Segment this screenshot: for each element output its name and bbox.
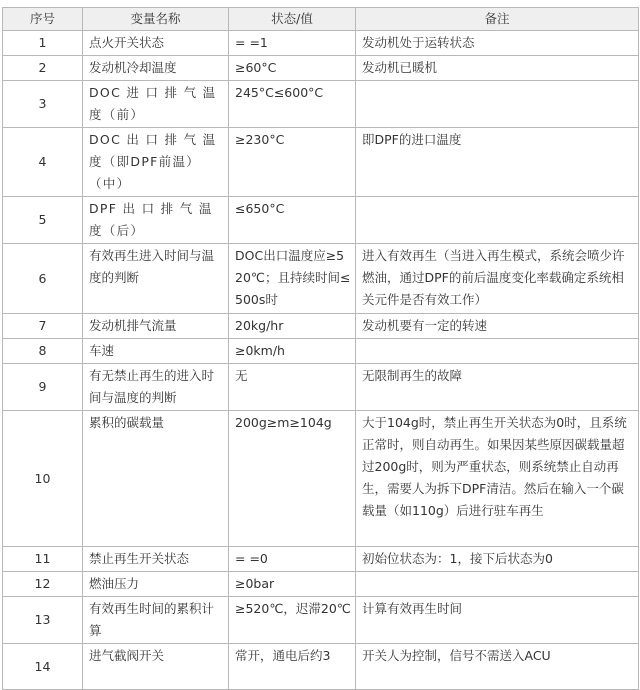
header-index: 序号 [3,8,83,31]
row-value: = =0 [229,547,356,572]
row-variable: 有效再生时间的累积计算 [83,597,229,644]
row-note: 初始位状态为：1，接下后状态为0 [356,547,639,572]
table-row [3,128,639,197]
row-variable: 燃油压力 [83,572,229,597]
header-status-value: 状态/值 [229,8,356,31]
header-variable-name: 变量名称 [83,8,229,31]
row-note: 开关人为控制，信号不需送入ACU [356,644,639,690]
row-value: DOC出口温度应≥520℃；且持续时间≤500s时 [229,244,356,314]
row-note: 发动机要有一定的转速 [356,314,639,339]
row-index: 3 [3,81,83,128]
row-index: 12 [3,572,83,597]
row-variable: 车速 [83,339,229,364]
row-index: 13 [3,597,83,644]
table-row [3,314,639,339]
row-value: 常开，通电后约3 [229,644,356,690]
table-row [3,81,639,128]
row-variable: DPF 出 口 排 气 温 度（后） [83,197,229,244]
table-row [3,547,639,572]
row-value: ≥520℃，迟滞20℃ [229,597,356,644]
table-row [3,339,639,364]
row-value: 20kg/hr [229,314,356,339]
row-value: ≥0km/h [229,339,356,364]
row-note [356,339,639,364]
row-note: 发动机已暖机 [356,56,639,81]
row-value: ≥60°C [229,56,356,81]
table-row [3,644,639,690]
table-row [3,31,639,56]
table-row [3,572,639,597]
table-row [3,597,639,644]
row-index: 14 [3,644,83,690]
row-index: 5 [3,197,83,244]
row-variable: 发动机排气流量 [83,314,229,339]
row-note [356,572,639,597]
row-value: 200g≥m≥104g [229,411,356,547]
row-variable: 点火开关状态 [83,31,229,56]
row-note [356,81,639,128]
table-row [3,364,639,411]
row-index: 4 [3,128,83,197]
row-value: ≥0bar [229,572,356,597]
row-variable: DOC 出 口 排 气 温 度（即DPF前温）（中） [83,128,229,197]
header-remarks: 备注 [356,8,639,31]
row-note: 无限制再生的故障 [356,364,639,411]
row-index: 7 [3,314,83,339]
data-table [2,7,639,690]
row-value: 245°C≤600°C [229,81,356,128]
row-variable: 有无禁止再生的进入时间与温度的判断 [83,364,229,411]
table-row [3,56,639,81]
row-index: 8 [3,339,83,364]
row-variable: 进气截阀开关 [83,644,229,690]
row-value: ≤650°C [229,197,356,244]
table-row [3,197,639,244]
row-variable: 累积的碳载量 [83,411,229,547]
row-note [356,197,639,244]
row-note: 进入有效再生（当进入再生模式，系统会喷少许燃油，通过DPF的前后温度变化率载确定系统相关元件是否有效工作） [356,244,639,314]
row-variable: DOC 进 口 排 气 温 度（前） [83,81,229,128]
row-index: 1 [3,31,83,56]
row-variable: 禁止再生开关状态 [83,547,229,572]
row-variable: 发动机冷却温度 [83,56,229,81]
row-value: ≥230°C [229,128,356,197]
row-index: 9 [3,364,83,411]
table-row [3,411,639,547]
row-index: 6 [3,244,83,314]
row-index: 11 [3,547,83,572]
row-note: 即DPF的进口温度 [356,128,639,197]
row-note: 发动机处于运转状态 [356,31,639,56]
row-note: 大于104g时，禁止再生开关状态为0时，且系统正常时，则自动再生。如果因某些原因碳载量超过200g时，则为严重状态，则系统禁止自动再生，需要人为拆下DPF清洁。然后在输入一个碳载量（如110g）后进行驻车再生 [356,411,639,547]
row-index: 10 [3,411,83,547]
header-row [3,8,639,31]
row-index: 2 [3,56,83,81]
row-value: = =1 [229,31,356,56]
row-note: 计算有效再生时间 [356,597,639,644]
row-value: 无 [229,364,356,411]
row-variable: 有效再生进入时间与温度的判断 [83,244,229,314]
table-row [3,244,639,314]
